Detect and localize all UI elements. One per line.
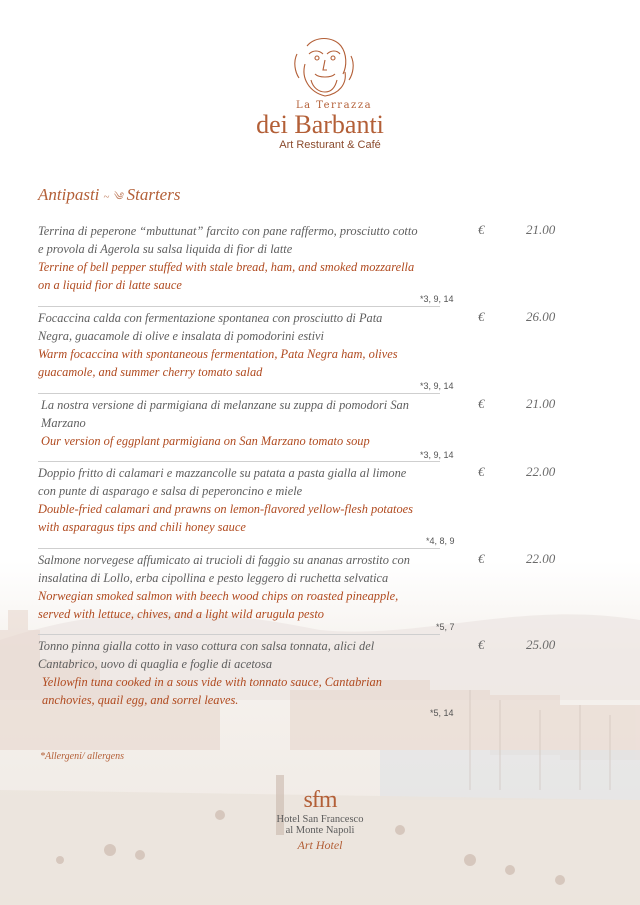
menu-item bbox=[38, 464, 598, 546]
allergen-codes: *5, 14 bbox=[430, 708, 454, 718]
hotel-tagline: Art Hotel bbox=[297, 838, 343, 852]
hotel-name-line1: Hotel San Francesco bbox=[276, 814, 364, 825]
section-title bbox=[38, 184, 180, 215]
item-divider bbox=[38, 548, 440, 549]
dish-price: 22.00 bbox=[526, 464, 556, 479]
item-divider bbox=[38, 634, 440, 635]
hotel-monogram: sfm bbox=[303, 787, 337, 813]
allergens-note: *Allergeni/ allergens bbox=[40, 751, 124, 762]
menu-item bbox=[38, 551, 598, 632]
item-divider bbox=[38, 393, 440, 394]
dish-description-english: Terrine of bell pepper stuffed with stale bread, ham, and smoked mozzarella on a liquid fior di latte sauce bbox=[38, 260, 415, 292]
currency-symbol: € bbox=[478, 551, 485, 566]
dish-description-english: Yellowfin tuna cooked in a sous vide with tonnato sauce, Cantabrian anchovies, quail egg, and sorrel leaves. bbox=[42, 675, 382, 707]
dish-description-italian: Doppio fritto di calamari e mazzancolle su patata a pasta gialla al limone con punte di asparago e salsa di peperoncino e miele bbox=[38, 466, 407, 498]
dish-description-english: Norwegian smoked salmon with beech wood chips on roasted pineapple, served with lettuce, chives, and a light wild arugula pesto bbox=[38, 589, 399, 621]
brand-name: dei Barbanti bbox=[256, 110, 384, 139]
currency-symbol: € bbox=[478, 222, 485, 237]
dish-price: 21.00 bbox=[526, 222, 556, 237]
item-divider bbox=[38, 306, 440, 307]
currency-symbol: € bbox=[478, 637, 485, 652]
menu-item bbox=[38, 222, 598, 304]
allergen-codes: *3, 9, 14 bbox=[420, 294, 454, 304]
dish-description-english: Double-fried calamari and prawns on lemon-flavored yellow-flesh potatoes with asparagus tips and chili honey sauce bbox=[38, 502, 413, 534]
bearded-face-logo-icon bbox=[285, 34, 359, 100]
section-title-italian: Antipasti bbox=[38, 185, 100, 204]
dish-description-italian: Terrina di peperone “mbuttunat” farcito con pane raffermo, prosciutto cotto e provola di Agerola su salsa liquida di fior di latte bbox=[38, 224, 418, 256]
section-title-english: Starters bbox=[126, 185, 181, 204]
dish-description-italian: La nostra versione di parmigiana di melanzane su zuppa di pomodori San Marzano bbox=[41, 398, 409, 430]
menu-item bbox=[38, 637, 598, 718]
menu-item bbox=[38, 396, 598, 460]
hotel-logo bbox=[0, 787, 640, 853]
swirl-ornament-icon: ~ ༄ bbox=[103, 191, 123, 203]
allergen-codes: *3, 9, 14 bbox=[420, 450, 454, 460]
allergen-codes: *4, 8, 9 bbox=[426, 536, 455, 546]
brand-subtitle: La Terrazza bbox=[295, 100, 373, 111]
dish-description-italian: Tonno pinna gialla cotto in vaso cottura con salsa tonnata, alici del Cantabrico, uovo di quaglia e foglie di acetosa bbox=[38, 639, 375, 671]
dish-description-english: Our version of eggplant parmigiana on San Marzano tomato soup bbox=[41, 434, 370, 448]
dish-price: 25.00 bbox=[526, 637, 556, 652]
allergen-codes: *3, 9, 14 bbox=[420, 381, 454, 391]
hotel-name-line2: al Monte Napoli bbox=[285, 825, 355, 836]
dish-price: 21.00 bbox=[526, 396, 556, 411]
currency-symbol: € bbox=[478, 464, 485, 479]
dish-description-italian: Focaccina calda con fermentazione spontanea con prosciutto di Pata Negra, guacamole di olive e insalata di pomodorini estivi bbox=[38, 311, 383, 343]
menu-item bbox=[38, 309, 598, 391]
item-divider bbox=[38, 461, 440, 462]
brand-tagline: Art Resturant & Café bbox=[279, 139, 381, 151]
allergen-codes: *5, 7 bbox=[436, 622, 455, 632]
dish-description-english: Warm focaccina with spontaneous fermentation, Pata Negra ham, olives guacamole, and summer cherry tomato salad bbox=[38, 347, 398, 379]
dish-price: 22.00 bbox=[526, 551, 556, 566]
dish-description-italian: Salmone norvegese affumicato ai trucioli di faggio su ananas arrostito con insalatina di Lollo, erba cipollina e pesto leggero di ruchetta selvatica bbox=[38, 553, 410, 585]
currency-symbol: € bbox=[478, 309, 485, 324]
currency-symbol: € bbox=[478, 396, 485, 411]
dish-price: 26.00 bbox=[526, 309, 556, 324]
